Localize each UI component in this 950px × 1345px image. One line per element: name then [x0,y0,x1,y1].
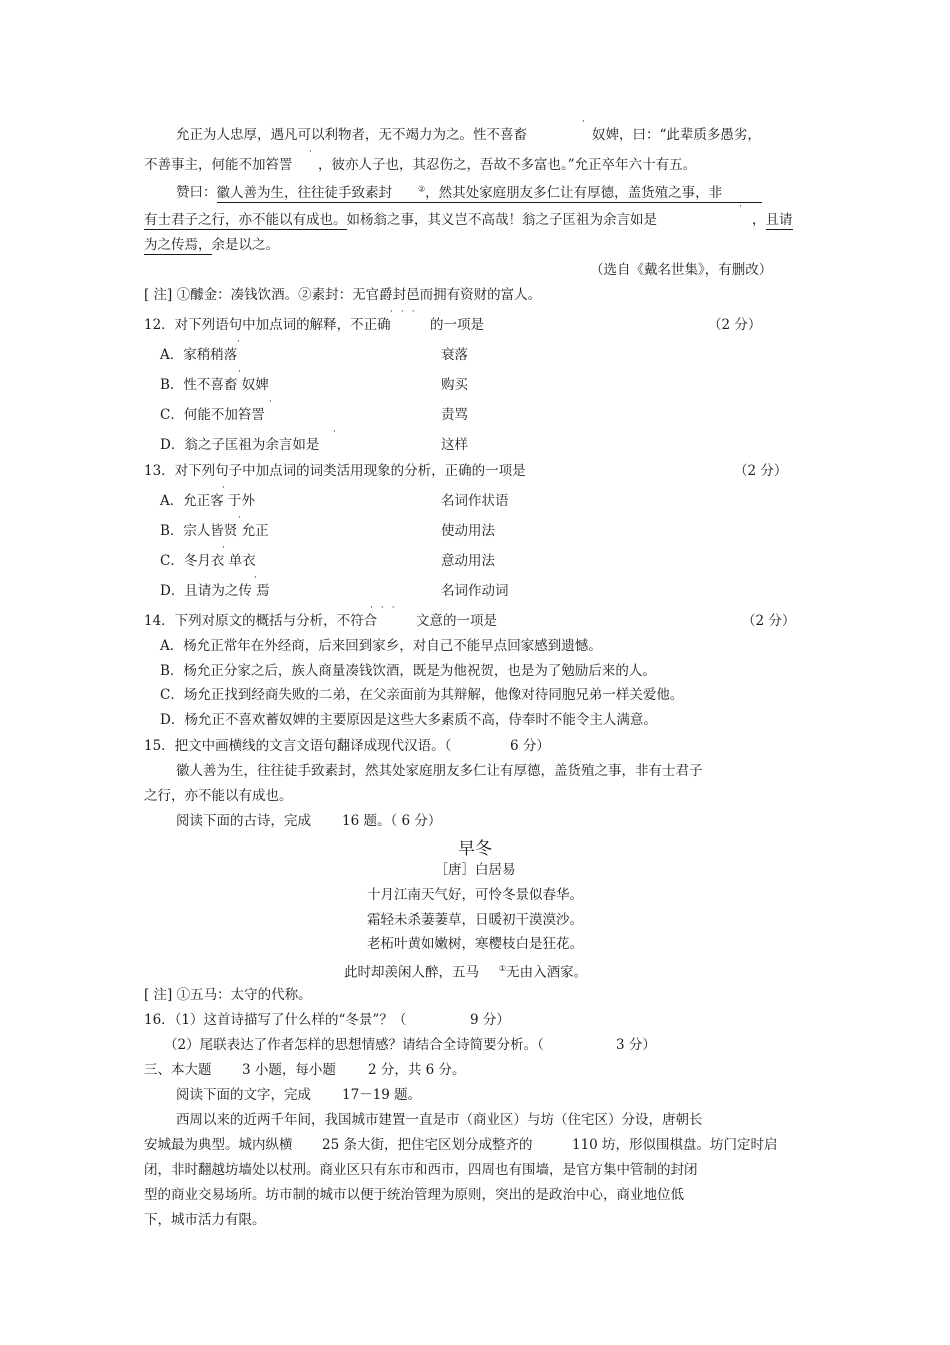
underlined-sentence: 有士君子之行，亦不能以有成也。 [144,212,347,228]
q13-score: （2 分） [734,463,788,479]
section3-c: 2 分，共 6 分。 [368,1062,466,1078]
poem-title: 早冬 [458,839,492,859]
footnote-mark: ① [499,964,507,973]
q16-part-2-score: 3 分） [616,1037,656,1053]
passage-note: [ 注] ①醵金：凑钱饮酒。②素封：无官爵封邑而拥有资财的富人。 [144,287,542,303]
section3-b: 3 小题，每小题 [242,1062,336,1078]
section3-a: 三、本大题 [144,1062,212,1078]
article-line-3: 闭，非时翻越坊墙处以杖刑。商业区只有东市和西市，四周也有围墙，是官方集中管制的封闭 [144,1162,698,1178]
underlined-sentence: 为之传焉， [144,237,212,253]
q12-option-b: B．性不喜畜 奴婢 [160,377,269,393]
passage-source: （选自《戴名世集》，有删改） [590,262,773,278]
passage-line-5: 为之传焉，余是以之。 [144,237,279,253]
q14-option-a: A．杨允正常年在外经商，后来回到家乡，对自己不能早点回家感到遗憾。 [160,638,602,654]
emphasis-dot: · [222,543,225,553]
q12-score: （2 分） [708,317,762,333]
article-line-2c: 110 坊，形似围棋盘。坊门定时启 [572,1137,778,1153]
q13-option-b-answer: 使动用法 [441,523,495,539]
emphasis-dots: ··· [390,307,423,317]
poem-intro-a: 阅读下面的古诗，完成 [176,813,311,829]
passage-line-2a: 不善事主，何能不加笞詈 [144,157,293,173]
emphasis-dot: · [237,337,240,347]
q12-option-a: A．家稍稍落 [160,347,238,363]
q12-stem: 12．对下列语句中加点词的解释，不正确 [144,317,391,333]
q15-sentence-2: 之行，亦不能以有成也。 [144,788,293,804]
emphasis-dot: · [582,117,585,127]
emphasis-dot: · [309,147,312,157]
emphasis-dots: ··· [370,603,403,613]
q12-option-b-answer: 购买 [441,377,468,393]
emphasis-dot: · [238,513,241,523]
q13-option-d-answer: 名词作动词 [441,583,509,599]
footnote-mark: ② [418,184,426,193]
article-line-5: 下，城市活力有限。 [144,1212,266,1228]
emphasis-dot: · [739,202,742,212]
poem-author: ［唐］白居易 [434,862,516,878]
q14-stem: 14．下列对原文的概括与分析，不符合 [144,613,378,629]
article-line-4: 型的商业交易场所。坊市制的城市以便于统治管理为原则，突出的是政治中心，商业地位低 [144,1187,684,1203]
q13-option-c-answer: 意动用法 [441,553,495,569]
q14-option-b: B．杨允正分家之后，族人商量凑钱饮酒，既是为他祝贺，也是为了勉励后来的人。 [160,663,656,679]
q13-option-a-answer: 名词作状语 [441,493,509,509]
q13-stem: 13．对下列句子中加点词的词类活用现象的分析，正确的一项是 [144,463,526,479]
poem-note: [ 注] ①五马：太守的代称。 [144,987,312,1003]
q12-option-d-answer: 这样 [441,437,468,453]
emphasis-dot: · [238,367,241,377]
q14-option-c: C．场允正找到经商失败的二弟，在父亲面前为其辩解，他像对待同胞兄弟一样关爱他。 [160,687,684,703]
passage-line-4c: ，且请 [752,212,793,228]
q13-option-b: B．宗人皆贤 允正 [160,523,269,539]
passage-line-1b: 奴婢，曰：“此辈质多愚劣， [592,127,761,143]
q12-option-a-answer: 衰落 [441,347,468,363]
passage-line-4: 有士君子之行，亦不能以有成也。如杨翁之事，其义岂不高哉！翁之子匡祖为余言如是 [144,212,657,228]
q13-option-d: D．且请为之传 焉 [160,583,270,599]
q16-part-1: 16．（1）这首诗描写了什么样的“冬景”？（ [144,1012,407,1028]
q12-option-c-answer: 责骂 [441,407,468,423]
q14-score: （2 分） [742,613,796,629]
q14-option-d: D．杨允正不喜欢蓄奴婢的主要原因是这些大多素质不高，侍奉时不能令主人满意。 [160,712,657,728]
poem-line-1: 十月江南天气好，可怜冬景似春华。 [367,887,583,903]
q16-part-2: （2）尾联表达了作者怎样的思想情感？请结合全诗简要分析。（ [164,1037,544,1053]
q13-option-c: C．冬月衣 单衣 [160,553,256,569]
passage-line-3 [176,180,762,202]
passage-line-1a: 允正为人忠厚，遇凡可以利物者，无不竭力为之。性不喜畜 [176,127,527,143]
q13-option-a: A．允正客 于外 [160,493,256,509]
emphasis-dot: · [254,573,257,583]
emphasis-dot: · [222,483,225,493]
q14-stem-2: 文意的一项是 [416,613,497,629]
read-intro-b: 17－19 题。 [342,1087,422,1103]
poem-line-2: 霜轻未杀萋萋草，日暖初干漠漠沙。 [367,912,583,928]
underlined-sentence: 且请 [765,212,793,228]
q12-stem-2: 的一项是 [430,317,484,333]
emphasis-dot: · [269,397,272,407]
zan-label: 赞曰： [176,184,217,201]
article-line-1: 西周以来的近两千年间，我国城市建置一直是市（商业区）与坊（住宅区）分设，唐朝长 [176,1112,703,1128]
emphasis-dot: · [333,427,336,437]
q15-score: 6 分） [510,738,550,754]
article-line-2a: 安城最为典型。城内纵横 [144,1137,293,1153]
underlined-sentence: 徽人善为生，往往徒手致素封 ②，然其处家庭朋友多仁让有厚德，盖货殖之事，非 [217,185,763,203]
q15-stem: 15．把文中画横线的文言文语句翻译成现代汉语。（ [144,738,452,754]
q15-sentence-1: 徽人善为生，往往徒手致素封，然其处家庭朋友多仁让有厚德，盖货殖之事，非有士君子 [176,763,703,779]
q16-part-1-score: 9 分） [470,1012,510,1028]
article-line-2b: 25 条大街，把住宅区划分成整齐的 [322,1137,533,1153]
passage-line-2b: ，彼亦人子也，其忍伤之，吾故不多富也。”允正卒年六十有五。 [318,157,697,173]
poem-line-3: 老柘叶黄如嫩树，寒樱枝白是狂花。 [367,936,583,952]
q12-option-d: D．翁之子匡祖为余言如是 [160,437,320,453]
q12-option-c: C．何能不加笞詈 [160,407,265,423]
poem-line-4: 此时却羡闲人醉，五马 ①无由入酒家。 [344,964,588,981]
read-intro-a: 阅读下面的文字，完成 [176,1087,311,1103]
poem-intro-b: 16 题。（ 6 分） [342,813,442,829]
